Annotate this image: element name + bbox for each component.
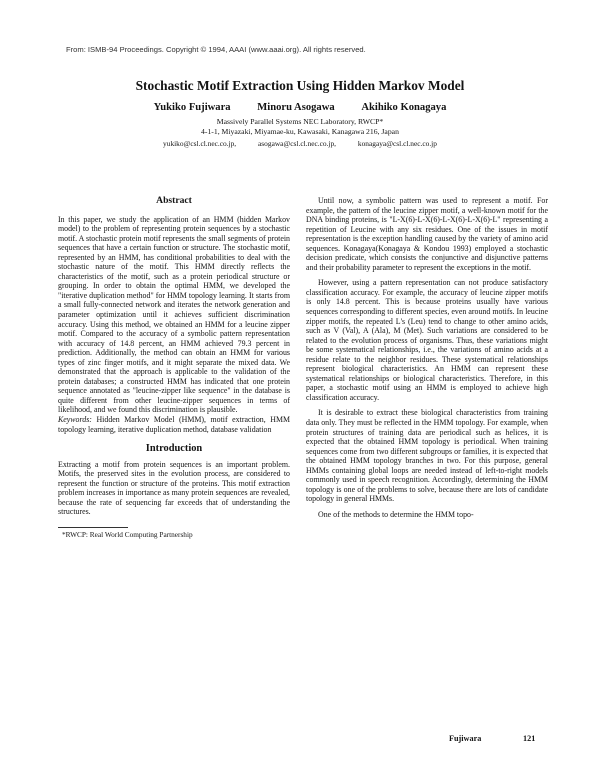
- right-column: [306, 196, 548, 520]
- author-email: asogawa@csl.cl.nec.co.jp,: [258, 139, 337, 148]
- author-name: Akihiko Konagaya: [361, 102, 447, 113]
- author-email: konagaya@csl.cl.nec.co.jp: [357, 139, 437, 148]
- body-paragraph: Until now, a symbolic pattern was used to represent a motif. For example, the pattern of the leucine zipper motif, a well-known motif for the DNA binding proteins, is "L-X(6)-L-X(6)-L-X(6)-L-X(6)-L" representing a repetition of Leucine with any six residues. One of the issues in motif representation is the exception handling caused by the variety of amino acid sequences. Konagaya(Konagaya & Kondou 1993) employed a stochastic decision predicate, which consists the conjunctive and disjunctive patterns and their probability parameter to represent the exceptions in the motif.: [306, 196, 548, 272]
- body-paragraph: It is desirable to extract these biological characteristics from training data only. They must be reflected in the HMM topology. For example, when protein structures of training data are periodical such as helices, it is expected that the obtained HMM topology is periodical. When training sequences come from two different subgroups or families, it is expected that the obtained HMM topology branches in two. For this purpose, general HMMs containing global loops are needed instead of left-to-right models commonly used in speech recognition. Accordingly, determining the HMM topology is one of the problems to solve, because there are lots of candidate topology in general HMMs.: [306, 408, 548, 504]
- abstract-section: [58, 215, 290, 435]
- footer-author: Fujiwara: [449, 734, 482, 743]
- keywords-label: Keywords:: [58, 415, 92, 425]
- footnote-divider: [58, 527, 128, 528]
- author-list: [0, 102, 600, 113]
- keywords-text: Hidden Markov Model (HMM), motif extraction, HMM topology learning, iterative duplication method, database validation: [58, 415, 290, 434]
- paper-title: Stochastic Motif Extraction Using Hidden Markov Model: [135, 78, 465, 93]
- author-name: Minoru Asogawa: [257, 102, 335, 113]
- abstract-heading: Abstract: [156, 195, 192, 206]
- body-paragraph: However, using a pattern representation can not produce satisfactory classification accuracy. For example, the accuracy of leucine zipper motifs is only 14.8 percent. This is because proteins usually have various sequences corresponding to different species, even around motifs. In leucine zipper motifs, the repeated L's (Leu) tend to change to other amino acids, such as V (Val), A (Ala), M (Met). Such variations are considered to be related to the evolution process of organisms. Thus, these variations might be some systematical relationships, i.e., the variations of amino acids at a residue relate to the neighbor residues. These systematical relationships represent biological characteristics. An HMM can represent these systematical relationships or biological characteristics. Therefore, in this paper, a stochastic motif using an HMM is employed to achieve high classification accuracy.: [306, 278, 548, 402]
- left-column: [58, 196, 290, 540]
- author-name: Yukiko Fujiwara: [153, 102, 231, 113]
- source-header: From: ISMB-94 Proceedings. Copyright © 1994, AAAI (www.aaai.org). All rights reserved.: [66, 45, 366, 54]
- body-paragraph: One of the methods to determine the HMM topo-: [318, 509, 474, 519]
- introduction-body: Extracting a motif from protein sequences is an important problem. Motifs, the preserved sites in the evolution process, are considered to represent the function or structure of the proteins. This motif extraction problem increases in importance as many protein sequences are revealed, because the rate of sequencing far exceeds that of understanding the structures.: [58, 459, 290, 517]
- affiliation-lab: Massively Parallel Systems NEC Laboratory, RWCP*: [216, 117, 384, 126]
- keywords-paragraph: [58, 415, 290, 434]
- author-email: yukiko@csl.cl.nec.co.jp,: [163, 139, 237, 148]
- page-number: 121: [523, 734, 536, 743]
- abstract-body: In this paper, we study the application of an HMM (hidden Markov model) to the problem of representing protein sequences by a stochastic motif. A stochastic protein motif represents the small segments of protein sequences that have a certain function or structure. The stochastic motif, represented by an HMM, has conditional probabilities to deal with the stochastic nature of the motif. This HMM directly reflects the characteristics of the motif, such as a protein periodical structure or grouping. In order to obtain the optimal HMM, we developed the "iterative duplication method" for HMM topology learning. It starts from a small fully-connected network and iterates the network generation and parameter optimization until it achieves sufficient discrimination accuracy. Using this method, we obtained an HMM for a leucine zipper motif. Compared to the accuracy of a symbolic pattern representation with accuracy of 14.8 percent, an HMM achieved 79.3 percent in prediction. Additionally, the method can obtain an HMM for various types of zinc finger motifs, and it might separate the mixed data. We demonstrated that the approach is applicable to the validation of the protein databases; a constructed HMM has indicated that one protein sequence annotated as "leucine-zipper like sequence" in the database is quite different from other leucine-zipper sequences in terms of likelihood, and we found this discrimination is plausible.: [58, 214, 290, 415]
- affiliation-address: 4-1-1, Miyazaki, Miyamae-ku, Kawasaki, Kanagawa 216, Japan: [201, 127, 399, 136]
- introduction-heading: Introduction: [145, 443, 203, 455]
- footnote: *RWCP: Real World Computing Partnership: [62, 529, 193, 539]
- author-emails: [0, 139, 600, 148]
